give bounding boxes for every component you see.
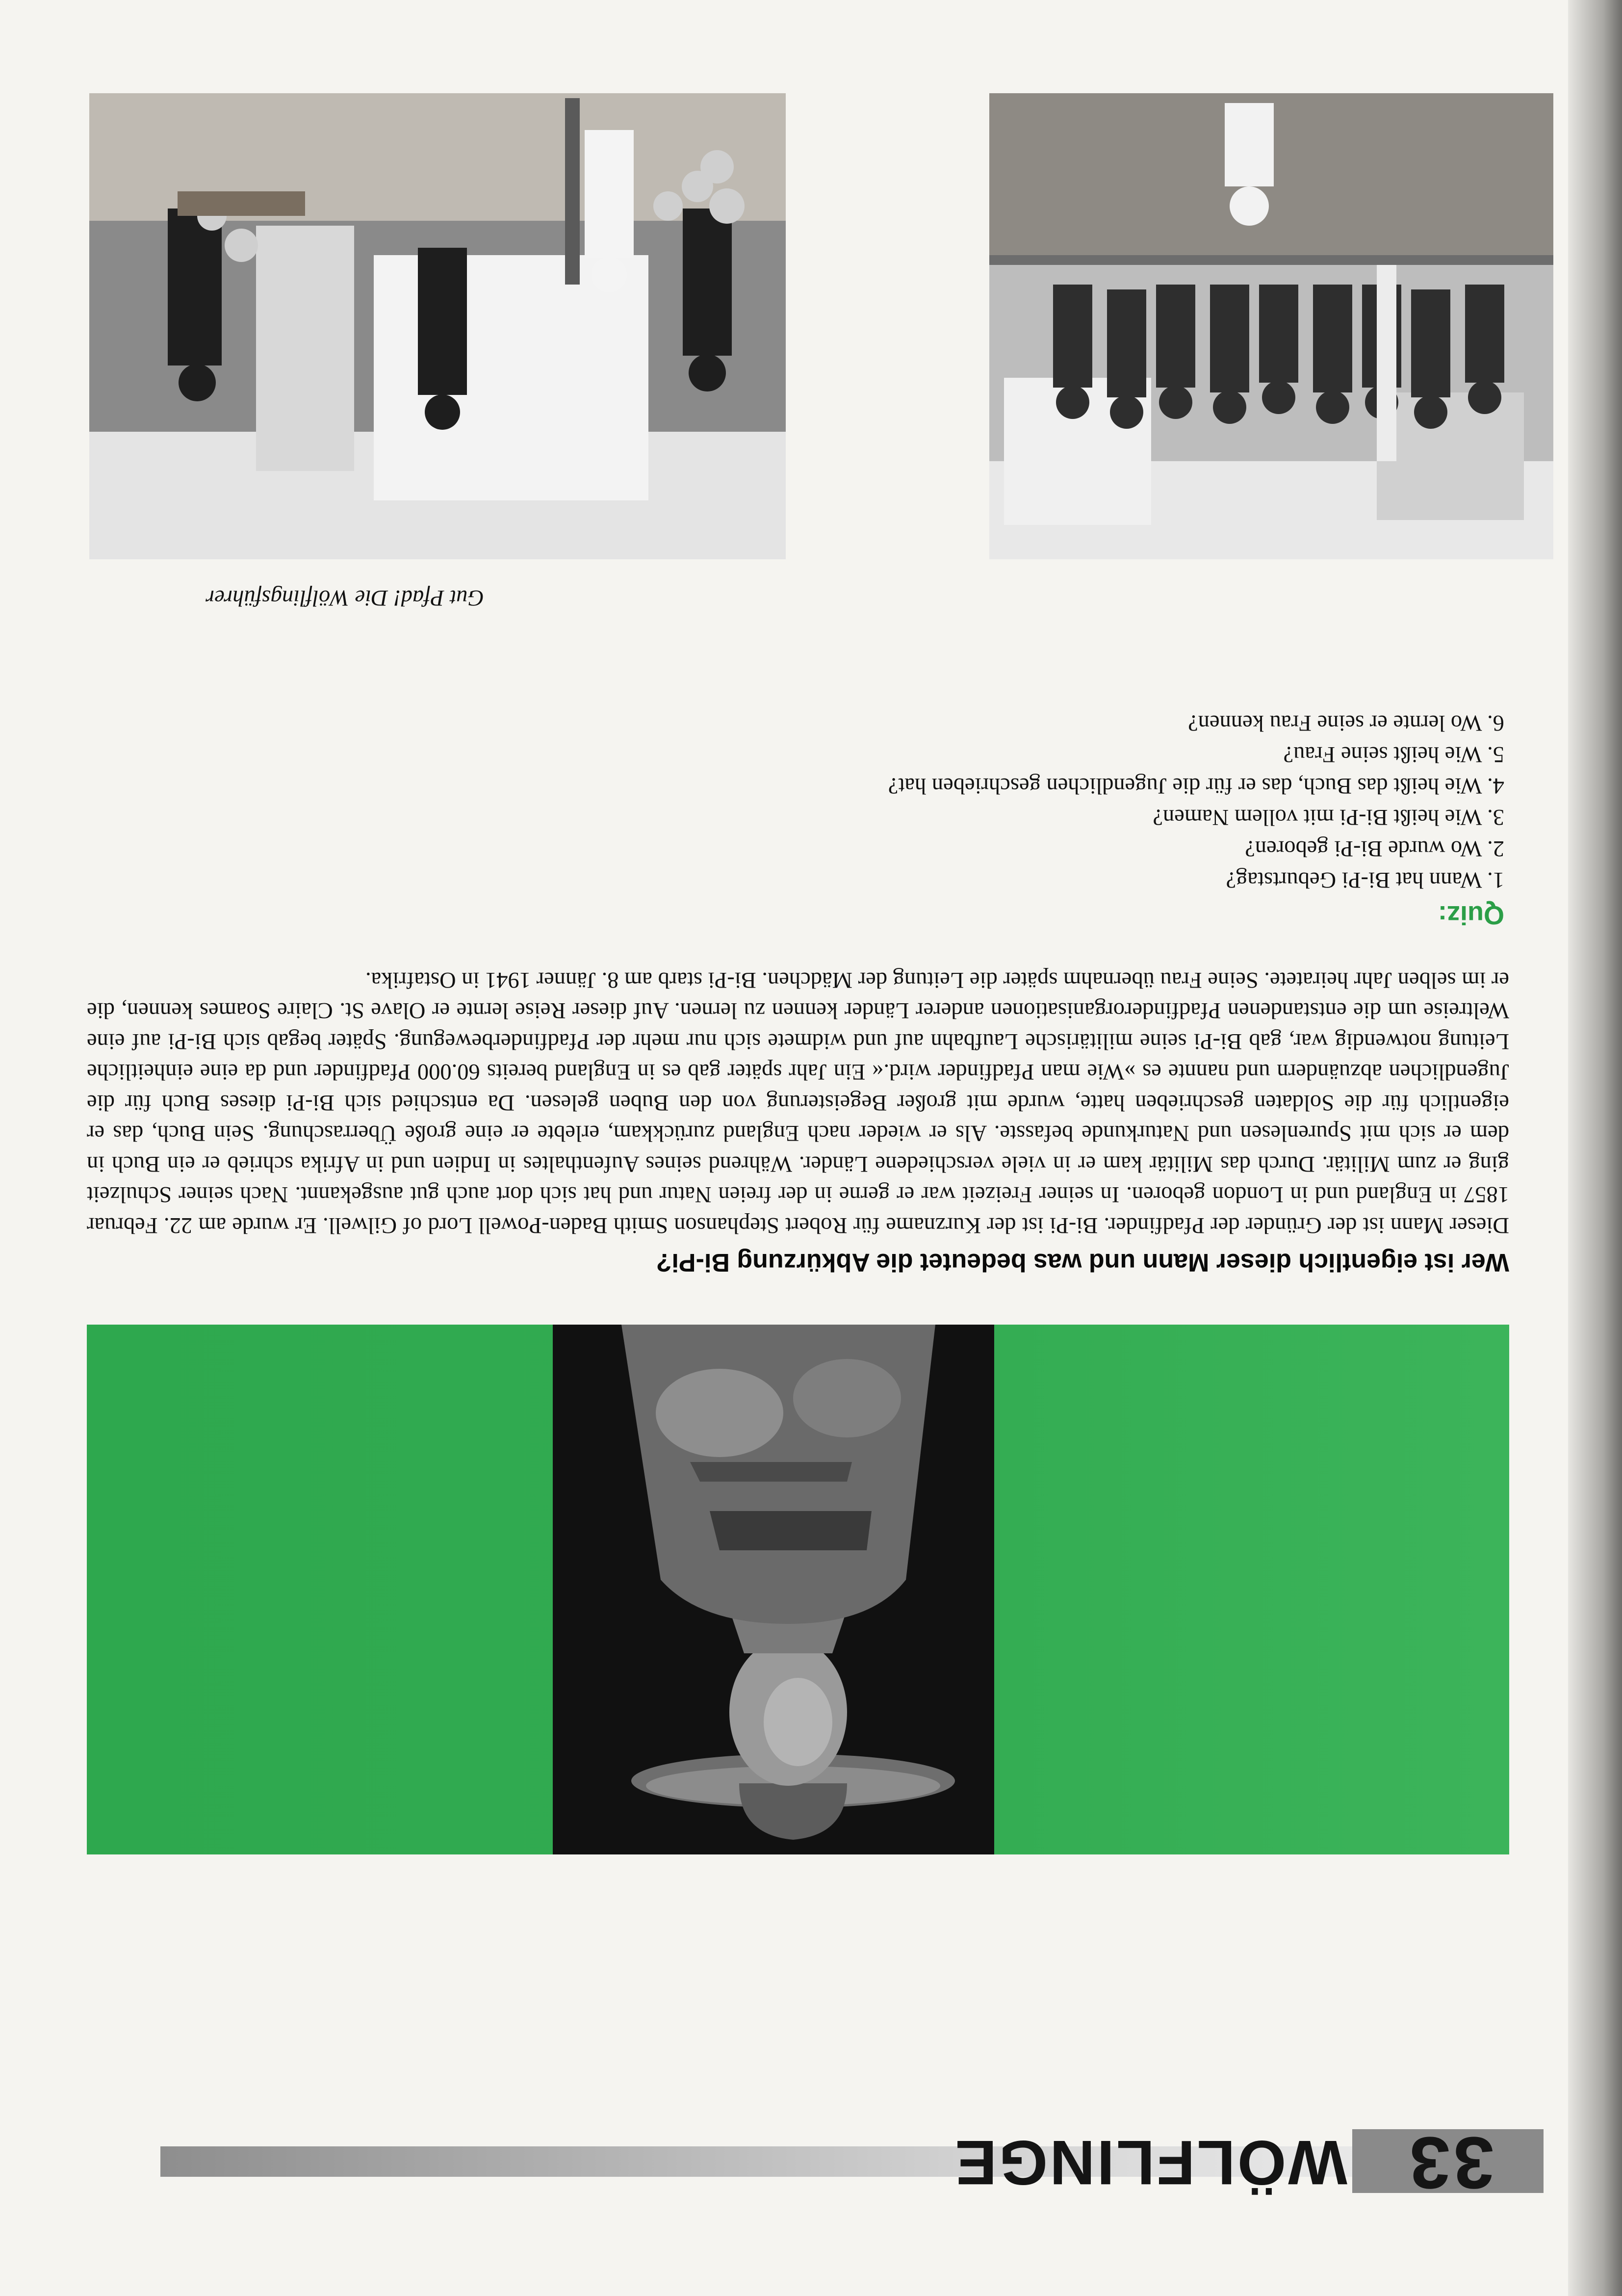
photo-group-meeting-illustration	[989, 93, 1553, 559]
binding-shadow	[1568, 0, 1622, 2296]
hero-green-panel	[87, 1325, 1509, 1854]
quiz-question: 1. Wann hat Bi-Pi Geburtstag?	[1226, 867, 1504, 892]
quiz-heading: Quiz:	[1438, 900, 1504, 930]
article-heading: Wer ist eigentlich dieser Mann und was bedeutet die Abkürzung Bi-Pi?	[656, 1248, 1509, 1277]
article-body	[87, 965, 1509, 1241]
article-paragraph: Dieser Mann ist der Gründer der Pfadfinder. Bi-Pi ist der Kurzname für Robert Stephanson Smith Baden-Powell Lord of Gilwell. Er wurde am 22. Februar 1857 in England und in London geboren. In seiner Freizeit war er gerne in der freien Natur und hat sich dort auch gut ausgekannt. Nach seiner Schulzeit ging er zum Militär. Durch das Militär kam er in viele verschiedene Länder. Während seines Aufenthaltes in Indien und in Afrika schrieb er ein Buch in dem er sich mit Spurenlesen und Naturkunde befasste. Als er wieder nach England zurückkam, erlebte er eine große Überraschung. Sein Buch, das er eigentlich für die Soldaten geschrieben hatte, wurde mit großer Begeisterung von den Buben gelesen. Da entschied sich Bi-Pi dieses Buch für die Jugendlichen abzuändern und nannte es »Wie man Pfadfinder wird.« Ein Jahr später gab es in England bereits 60.000 Pfadfinder und da eine einheitliche Leitung notwendig war, gab Bi-Pi seine militärische Laufbahn auf und widmete sich nur mehr der Pfadfinderbewegung. Später begab sich Bi-Pi auf eine Weltreise um die entstandenen Pfadfinderorganisationen anderer Länder kennen zu lernen. Auf dieser Reise lernte er Olave St. Claire Soames kennen, die er im selben Jahr heiratete. Seine Frau übernahm später die Leitung der Mädchen. Bi-Pi starb am 8. Jänner 1941 in Ostafrika.	[87, 967, 1509, 1238]
photo-group-meeting	[989, 93, 1553, 559]
quiz-question: 5. Wie heißt seine Frau?	[1283, 742, 1504, 767]
photo-party-room-illustration	[89, 93, 786, 559]
baden-powell-portrait	[553, 1325, 994, 1854]
page-number: 33	[1406, 2122, 1494, 2204]
quiz-question: 2. Wo wurde Bi-Pi geboren?	[1245, 836, 1504, 861]
portrait-illustration	[553, 1325, 994, 1854]
quiz-question: 4. Wie heißt das Buch, das er für die Jugendlichen geschrieben hat?	[888, 773, 1504, 798]
photo-party-room	[89, 93, 786, 559]
quiz-question-list	[523, 707, 1504, 895]
quiz-question: 3. Wie heißt Bi-Pi mit vollem Namen?	[1153, 805, 1504, 830]
section-title: WÖLFLINGE	[953, 2127, 1347, 2197]
quiz-signature: Gut Pfad! Die Wölflingsführer	[206, 585, 484, 610]
quiz-question: 6. Wo lernte er seine Frau kennen?	[1188, 710, 1504, 735]
